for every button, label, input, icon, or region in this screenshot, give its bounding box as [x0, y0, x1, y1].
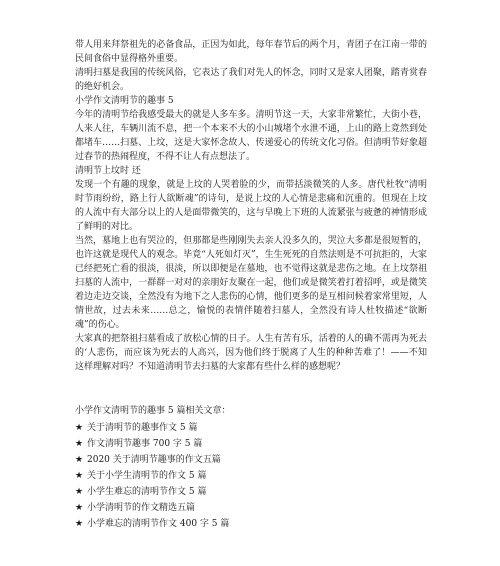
- related-articles-list: [75, 420, 427, 532]
- paragraph-tomb-sweeping-custom: 清明扫墓是我国的传统风俗，它表达了我们对先人的怀念，同时又是家人团聚，踏青赏春的绝好机会。: [75, 68, 427, 92]
- document-page: [75, 38, 427, 532]
- related-article-link[interactable]: 小学难忘的清明节作文 400 字 5 篇: [87, 519, 230, 529]
- star-icon: ★: [75, 503, 84, 513]
- essay-heading: 小学作文清明节的趣事 5: [75, 96, 174, 106]
- paragraph-conclusion: 大家真的把祭祖扫墓看成了放松心情的日子。人生有苦有乐，活着的人的确不需再为死去的‘人悲伤，而应该为死去的人高兴，因为他们终于脱离了人生的种种苦难了！——不知这样理解对吗？不知道清明节去扫墓的大家都有些什么样的感想呢？: [75, 334, 427, 372]
- related-article-item[interactable]: [75, 452, 427, 468]
- star-icon: ★: [75, 455, 84, 465]
- related-article-link[interactable]: 小学生难忘的清明节作文 5 篇: [87, 487, 207, 497]
- paragraph-qingtuan: 带人用来拜祭祖先的必备食品，正因为如此，每年春节后的两个月，青团子在江南一带的民间食俗中显得格外重要。: [75, 40, 427, 64]
- paragraph-smiling-people: 发现一个有趣的现象，就是上坟的人哭着脸的少，而带括淡微笑的人多。唐代杜牧“清明时节雨纷纷，路上行人欲断魂”的诗句，是说上坟的人心情是悲痛和沉重的。但现在上坟的人流中有大部分以上的人是面带微笑的，这与早晚上下班的人流紧张与疲惫的神情形成了鲜明的对比。: [75, 180, 427, 232]
- related-article-link[interactable]: 关于小学生清明节的作文 5 篇: [87, 471, 207, 481]
- star-icon: ★: [75, 471, 84, 481]
- related-article-link[interactable]: 作文清明节趣事 700 字 5 篇: [87, 439, 203, 449]
- related-article-item[interactable]: [75, 468, 427, 484]
- related-article-item[interactable]: [75, 484, 427, 500]
- star-icon: ★: [75, 487, 84, 497]
- related-article-link[interactable]: 小学清明节的作文精选五篇: [87, 503, 196, 513]
- paragraph-modern-view: 当然，墓地上也有哭泣的，但那都是些刚刚失去亲人没多久的，哭泣大多都是很短暂的，也许这就是现代人的观念。毕竟“人死如灯灭”，生生死死的自然法则是不可抗拒的，大家已经把死亡看的很淡，很淡，所以即便是在墓地，也不觉得这就是悲伤之地。在上坟祭祖扫墓的人流中，一群群一对对的亲朋好友聚在一起，他们或是微笑着打着招呼，或是微笑着边走边交谈，全然没有为地下之人悲伤的心情，他们更多的是互相问候着家常里短，人情世故，过去未来……总之，愉悦的表情伴随着扫墓人，全然没有诗人杜牧描述“欲断魂”的伤心。: [75, 236, 427, 330]
- related-article-item[interactable]: [75, 436, 427, 452]
- related-articles-title: 小学作文清明节的趣事 5 篇相关文章：: [75, 406, 231, 416]
- paragraph-crowds: 今年的清明节给我感受最大的就是人多车多。清明节这一天，大家非常繁忙，大街小巷，人来人往，车辆川流不息，把一个本来不大的小山城堵个水泄不通，上山的路上竟然到处都堵车……扫墓、上坟，这是大家怀念故人、传递爱心的传统文化习俗。但清明节好象超过春节的热闹程度，不得不让人有点想法了。: [75, 110, 427, 162]
- related-article-item[interactable]: [75, 516, 427, 532]
- related-article-link[interactable]: 关于清明节的趣事作文 5 篇: [87, 423, 198, 433]
- related-article-link[interactable]: 2020 关于清明节趣事的作文五篇: [87, 455, 221, 465]
- related-article-item[interactable]: [75, 500, 427, 516]
- star-icon: ★: [75, 519, 84, 529]
- related-article-item[interactable]: [75, 420, 427, 436]
- section-spacer: [75, 374, 427, 404]
- paragraph-fragment: 清明节上坟时 还: [75, 166, 141, 176]
- star-icon: ★: [75, 439, 84, 449]
- star-icon: ★: [75, 423, 84, 433]
